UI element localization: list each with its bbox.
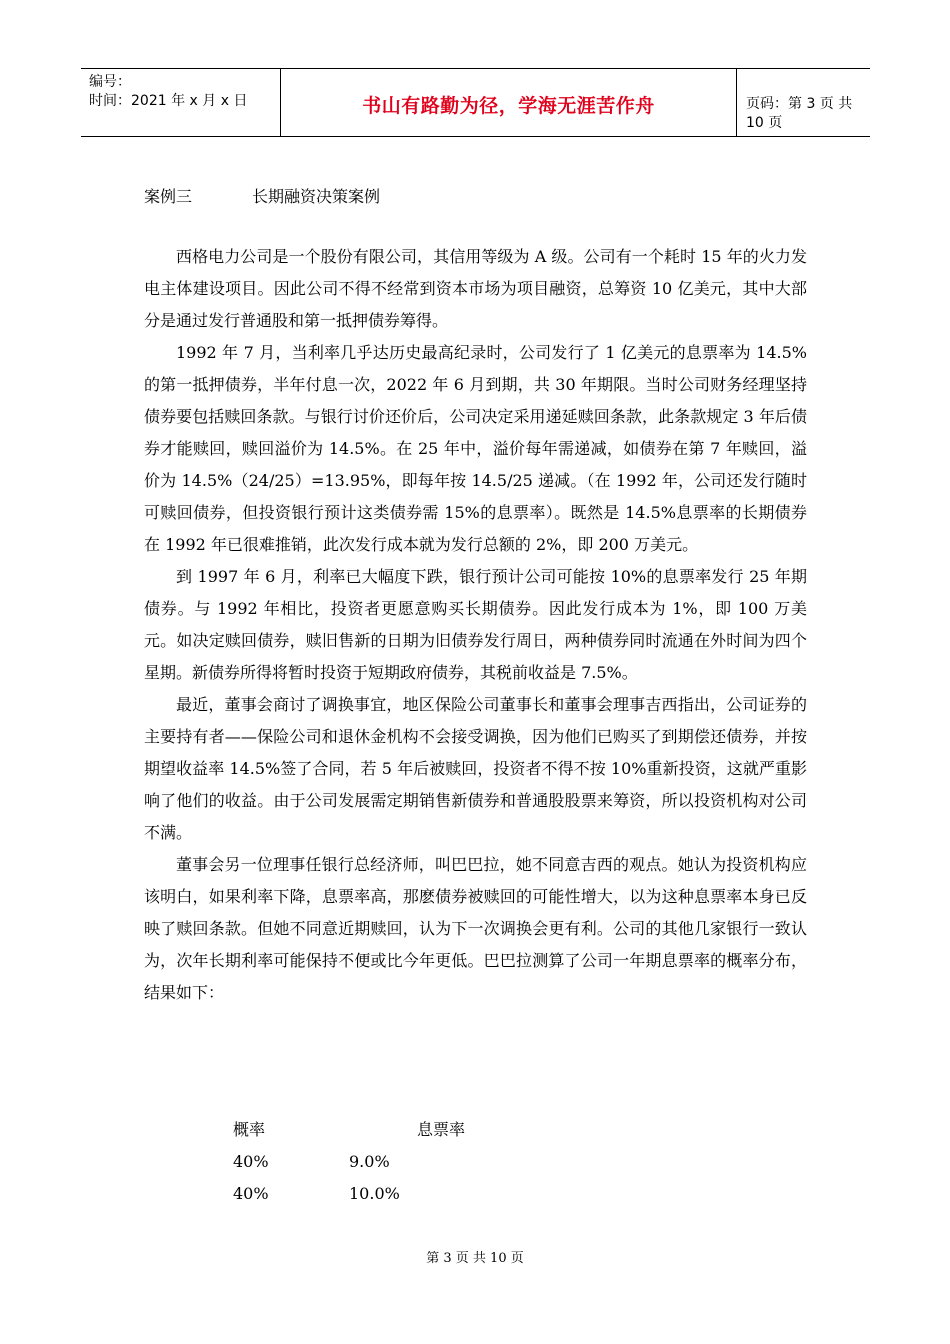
document-header — [81, 68, 870, 137]
header-page-info: 页码：第 3 页 共 10 页 — [746, 96, 853, 131]
paragraph: 最近，董事会商讨了调换事宜，地区保险公司董事长和董事会理事吉西指出，公司证券的主要持有者——保险公司和退休金机构不会接受调换，因为他们已购买了到期偿还债券，并按期望收益率 14.5%签了合同，若 5 年后被赎回，投资者不得不按 10%重新投资，这就严重影响了他们的收益。由于公司发展需定期销售新债券和普通股股票来筹资，所以投资机构对公司不满。 — [144, 695, 807, 842]
paragraph: 董事会另一位理事任银行总经济师，叫巴巴拉，她不同意吉西的观点。她认为投资机构应该明白，如果利率下降，息票率高，那麽债券被赎回的可能性增大，以为这种息票率本身已反映了赎回条款。但她不同意近期赎回，认为下一次调换会更有利。公司的其他几家银行一致认为，次年长期利率可能保持不便或比今年更低。巴巴拉测算了公司一年期息票率的概率分布，结果如下： — [144, 855, 807, 1002]
case-body — [144, 241, 807, 1009]
header-page-cell — [737, 69, 870, 136]
case-label: 案例三 — [144, 187, 193, 206]
paragraph: 到 1997 年 6 月，利率已大幅度下跌，银行预计公司可能按 10%的息票率发行 25 年期债券。与 1992 年相比，投资者更愿意购买长期债券。因此发行成本为 1%，即 100 万美元。如决定赎回债券，赎旧售新的日期为旧债券发行周日，两种债券同时流通在外时间为四个星期。新债券所得将暂时投资于短期政府债券，其税前收益是 7.5%。 — [144, 567, 807, 682]
coupon-rate-value: 10.0% — [349, 1184, 400, 1203]
motto-text: 书山有路勤为径，学海无涯苦作舟 — [362, 95, 655, 117]
header-coupon-rate: 息票率 — [417, 1120, 466, 1139]
paragraph: 1992 年 7 月，当利率几乎达历史最高纪录时，公司发行了 1 亿美元的息票率为 14.5%的第一抵押债券，半年付息一次，2022 年 6 月到期，共 30 年期限。当时公司财务经理坚持债券要包括赎回条款。与银行讨价还价后，公司决定采用递延赎回条款，此条款规定 3 年后债券才能赎回，赎回溢价为 14.5%。在 25 年中，溢价每年需递减，如债券在第 7 年赎回，溢价为 14.5%（24/25）=13.95%，即每年按 14.5/25 递减。（在 1992 年，公司还发行随时可赎回债券，但投资银行预计这类债券需 15%的息票率）。既然是 14.5%息票率的长期债券在 1992 年已很难推销，此次发行成本就为发行总额的 2%，即 200 万美元。 — [144, 343, 807, 554]
header-motto-cell — [281, 69, 737, 136]
probability-value: 40% — [233, 1184, 269, 1203]
page-footer: 第 3 页 共 10 页 — [426, 1251, 524, 1266]
probability-value: 40% — [233, 1152, 269, 1171]
paragraph: 西格电力公司是一个股份有限公司，其信用等级为 A 级。公司有一个耗时 15 年的火力发电主体建设项目。因此公司不得不经常到资本市场为项目融资，总筹资 10 亿美元，其中大部分是通过发行普通股和第一抵押债券筹得。 — [144, 247, 807, 330]
doc-date: 时间：2021 年 x 月 x 日 — [89, 93, 248, 109]
header-meta-cell — [81, 69, 281, 136]
doc-number-label: 编号： — [89, 74, 131, 90]
case-name: 长期融资决策案例 — [252, 187, 381, 206]
header-probability: 概率 — [233, 1120, 266, 1139]
coupon-rate-value: 9.0% — [349, 1152, 390, 1171]
case-title — [144, 184, 380, 207]
